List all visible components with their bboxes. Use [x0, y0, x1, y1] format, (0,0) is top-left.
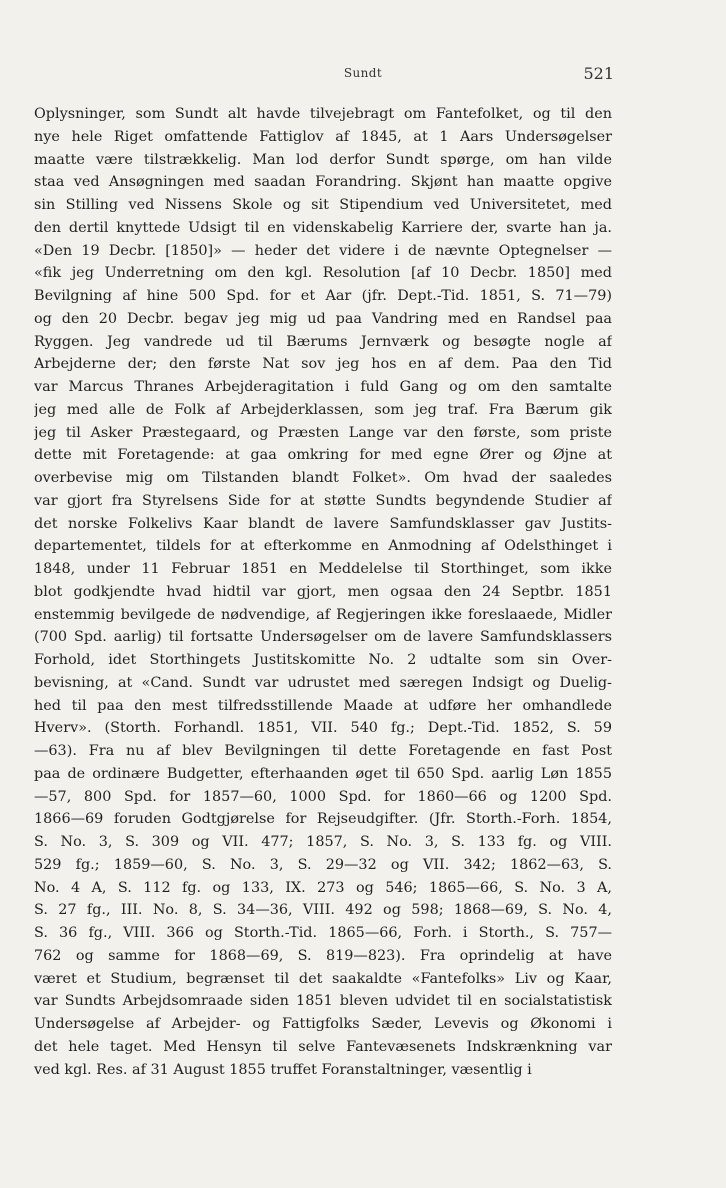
text-line: 1848, under 11 Februar 1851 en Meddelelse til Storthinget, som ikke: [34, 561, 612, 577]
text-line: Forhold, idet Storthingets Justitskomitte No. 2 udtalte som sin Over-: [34, 652, 612, 668]
text-line: —63). Fra nu af blev Bevilgningen til dette Foretagende en fast Post: [34, 743, 612, 759]
text-line: blot godkjendte hvad hidtil var gjort, men ogsaa den 24 Septbr. 1851: [34, 583, 612, 600]
text-line: 1866—69 foruden Godtgjørelse for Rejseudgifter. (Jfr. Storth.-Forh. 1854,: [34, 811, 612, 828]
text-line: S. 27 fg., III. No. 8, S. 34—36, VIII. 492 og 598; 1868—69, S. No. 4,: [34, 902, 612, 919]
text-line: dette mit Foretagende: at gaa omkring for med egne Ører og Øjne at: [34, 447, 612, 464]
text-line: overbevise mig om Tilstanden blandt Folket». Om hvad der saaledes: [34, 470, 612, 486]
text-line: nye hele Riget omfattende Fattiglov af 1845, at 1 Aars Undersøgelser: [34, 128, 612, 145]
text-line: og den 20 Decbr. begav jeg mig ud paa Vandring med en Randsel paa: [34, 310, 612, 327]
text-line: var Marcus Thranes Arbejderagitation i fuld Gang og om den samtalte: [34, 379, 612, 395]
text-line: sin Stilling ved Nissens Skole og sit Stipendium ved Universitetet, med: [34, 197, 612, 213]
text-line: Oplysninger, som Sundt alt havde tilvejebragt om Fantefolket, og til den: [34, 106, 612, 122]
text-line: enstemmig bevilgede de nødvendige, af Regjeringen ikke foreslaaede, Midler: [34, 606, 612, 623]
text-line: Bevilgning af hine 500 Spd. for et Aar (jfr. Dept.-Tid. 1851, S. 71—79): [34, 288, 612, 304]
text-line: «fik jeg Underretning om den kgl. Resolution [af 10 Decbr. 1850] med: [34, 265, 612, 282]
text-line: var gjort fra Styrelsens Side for at støtte Sundts begyndende Studier af: [34, 492, 612, 509]
text-line: —57, 800 Spd. for 1857—60, 1000 Spd. for 1860—66 og 1200 Spd.: [34, 788, 612, 805]
text-line: S. 36 fg., VIII. 366 og Storth.-Tid. 1865—66, Forh. i Storth., S. 757—: [34, 925, 612, 941]
text-line: departementet, tildels for at efterkomme en Anmodning af Odelsthinget i: [34, 538, 612, 555]
text-line: bevisning, at «Cand. Sundt var udrustet med særegen Indsigt og Duelig-: [34, 674, 612, 691]
text-line: maatte være tilstrækkelig. Man lod derfor Sundt spørge, om han vilde: [34, 151, 612, 168]
running-head: [0, 64, 726, 84]
text-line: jeg til Asker Præstegaard, og Præsten Lange var den første, som priste: [34, 424, 612, 441]
running-title: Sundt: [343, 66, 383, 80]
text-line: det norske Folkelivs Kaar blandt de lavere Samfundsklasser gav Justits-: [34, 515, 612, 532]
text-line: den dertil knyttede Udsigt til en videnskabelig Karriere der, svarte han ja.: [34, 219, 612, 236]
text-line: det hele taget. Med Hensyn til selve Fantevæsenets Indskrænkning var: [34, 1038, 612, 1055]
text-line: været et Studium, begrænset til det saakaldte «Fantefolks» Liv og Kaar,: [34, 970, 612, 987]
text-line: Hverv». (Storth. Forhandl. 1851, VII. 540 fg.; Dept.-Tid. 1852, S. 59: [34, 720, 612, 737]
text-line: paa de ordinære Budgetter, efterhaanden øget til 650 Spd. aarlig Løn 1855: [34, 765, 612, 782]
page-number: 521: [583, 64, 614, 83]
text-line: Undersøgelse af Arbejder- og Fattigfolks Sæder, Levevis og Økonomi i: [34, 1016, 612, 1032]
body-text: [34, 103, 612, 1081]
text-line: Ryggen. Jeg vandrede ud til Bærums Jernværk og besøgte nogle af: [34, 333, 612, 350]
text-line: var Sundts Arbejdsomraade siden 1851 bleven udvidet til en socialstatistisk: [34, 993, 612, 1010]
text-line: «Den 19 Decbr. [1850]» — heder det videre i de nævnte Optegnelser —: [34, 242, 612, 259]
text-line: jeg med alle de Folk af Arbejderklassen, som jeg traf. Fra Bærum gik: [34, 401, 612, 418]
text-line: (700 Spd. aarlig) til fortsatte Undersøgelser om de lavere Samfundsklassers: [34, 629, 612, 646]
text-line: S. No. 3, S. 309 og VII. 477; 1857, S. No. 3, S. 133 fg. og VIII.: [34, 834, 612, 850]
text-line: hed til paa den mest tilfredsstillende Maade at udføre her omhandlede: [34, 697, 612, 714]
text-line: 762 og samme for 1868—69, S. 819—823). Fra oprindelig at have: [34, 947, 612, 964]
text-line: ved kgl. Res. af 31 August 1855 truffet Foranstaltninger, væsentlig i: [34, 1061, 532, 1078]
text-line: Arbejderne der; den første Nat sov jeg hos en af dem. Paa den Tid: [34, 356, 612, 373]
text-line: 529 fg.; 1859—60, S. No. 3, S. 29—32 og VII. 342; 1862—63, S.: [34, 856, 612, 873]
text-line: staa ved Ansøgningen med saadan Forandring. Skjønt han maatte opgive: [34, 174, 612, 191]
text-line: No. 4 A, S. 112 fg. og 133, IX. 273 og 546; 1865—66, S. No. 3 A,: [34, 879, 612, 896]
